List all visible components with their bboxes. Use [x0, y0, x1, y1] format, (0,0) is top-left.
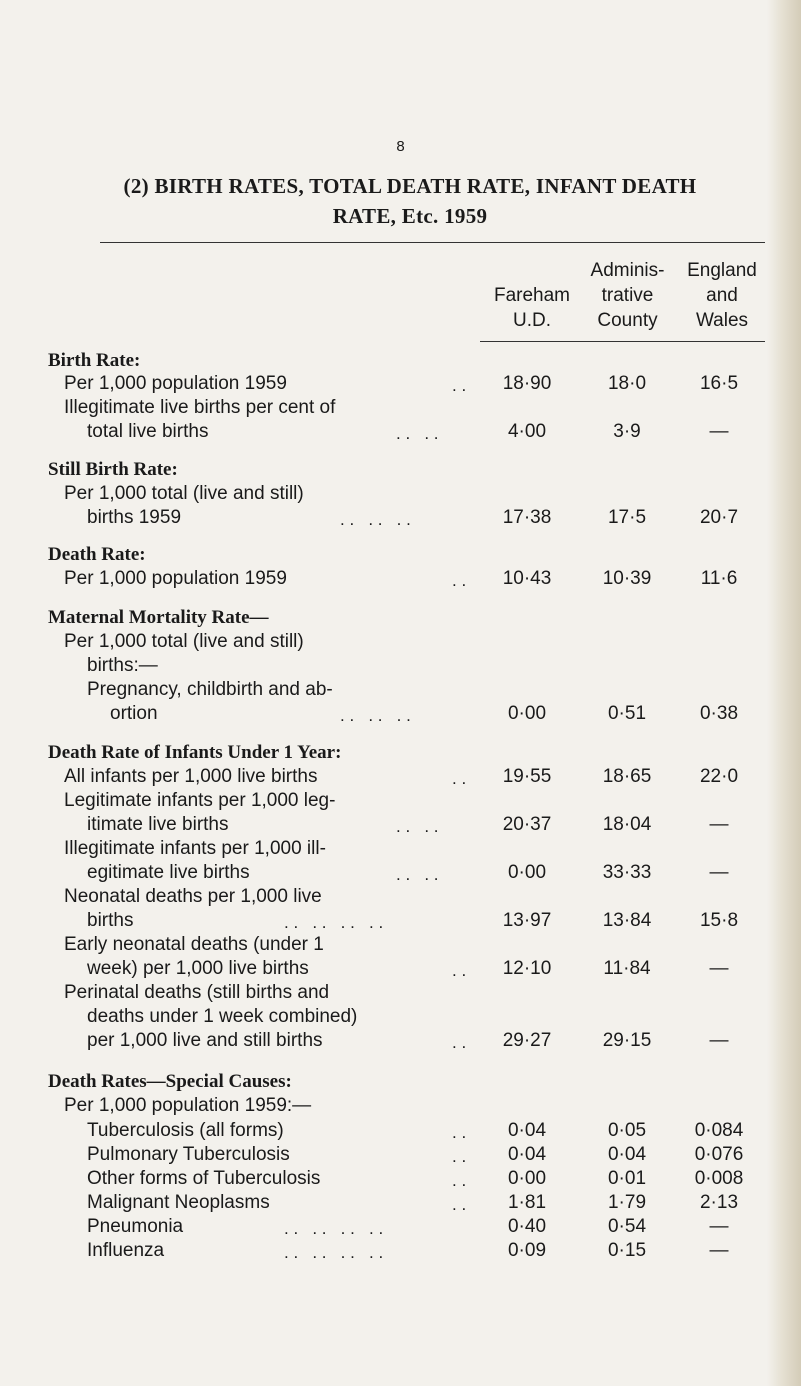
value-fareham: 0·00 [507, 703, 547, 724]
value-fareham: 4·00 [507, 421, 547, 442]
value-fareham: 0·00 [507, 862, 547, 883]
row-label: Pulmonary Tuberculosis [87, 1144, 290, 1165]
value-fareham: 19·55 [502, 766, 552, 787]
value-admin-county: 18·65 [602, 766, 652, 787]
value-fareham: 0·04 [507, 1144, 547, 1165]
value-fareham: 1·81 [507, 1192, 547, 1213]
value-admin-county: 0·05 [607, 1120, 647, 1141]
value-fareham: 0·00 [507, 1168, 547, 1189]
row-label: per 1,000 live and still births [87, 1030, 323, 1051]
leader-dots: . . . . [396, 817, 439, 836]
table-title-line-2: RATE, Etc. 1959 [332, 204, 488, 228]
value-admin-county: 3·9 [613, 421, 641, 442]
value-england-wales: 2·13 [699, 1192, 739, 1213]
value-admin-county: 13·84 [602, 910, 652, 931]
leader-dots: . . [452, 769, 467, 788]
value-england-wales: 0·076 [694, 1144, 744, 1165]
value-england-wales: — [709, 421, 729, 442]
leader-dots: . . [452, 376, 467, 395]
col-header-england-wales: England and Wales [687, 260, 757, 331]
value-fareham: 18·90 [502, 373, 552, 394]
section-heading-maternal-mortality: Maternal Mortality Rate— [48, 607, 269, 628]
value-admin-county: 0·15 [607, 1240, 647, 1261]
value-admin-county: 29·15 [602, 1030, 652, 1051]
row-label: Legitimate infants per 1,000 leg- [64, 790, 336, 811]
value-england-wales: 20·7 [699, 507, 739, 528]
row-label: Early neonatal deaths (under 1 [64, 934, 324, 955]
row-label: Pregnancy, childbirth and ab- [87, 679, 333, 700]
value-england-wales: 11·6 [700, 568, 738, 589]
value-england-wales: — [709, 1216, 729, 1237]
value-fareham: 10·43 [502, 568, 552, 589]
leader-dots: . . [452, 1147, 467, 1166]
col-header-admin-county: Adminis- trative County [590, 260, 665, 331]
value-admin-county: 10·39 [602, 568, 652, 589]
value-england-wales: — [709, 814, 729, 835]
row-label: Illegitimate infants per 1,000 ill- [64, 838, 326, 859]
value-england-wales: 15·8 [699, 910, 739, 931]
value-fareham: 0·40 [507, 1216, 547, 1237]
row-label: All infants per 1,000 live births [64, 766, 318, 787]
subheading: Per 1,000 population 1959:— [64, 1095, 312, 1116]
row-label: Influenza [87, 1240, 165, 1261]
value-england-wales: — [709, 1030, 729, 1051]
value-fareham: 0·09 [507, 1240, 547, 1261]
top-rule [100, 242, 765, 243]
value-admin-county: 0·04 [607, 1144, 647, 1165]
section-heading-still-birth-rate: Still Birth Rate: [48, 459, 178, 480]
leader-dots: . . . . [396, 424, 439, 443]
value-fareham: 20·37 [502, 814, 552, 835]
col-header-fareham: Fareham U.D. [493, 285, 571, 331]
row-label: week) per 1,000 live births [87, 958, 309, 979]
row-label: Illegitimate live births per cent of [64, 397, 336, 418]
value-england-wales: — [709, 958, 729, 979]
value-fareham: 29·27 [502, 1030, 552, 1051]
table-title-line-1: (2) BIRTH RATES, TOTAL DEATH RATE, INFANT DEATH [123, 174, 697, 198]
leader-dots: . . [452, 1195, 467, 1214]
value-admin-county: 0·54 [607, 1216, 647, 1237]
leader-dots: . . . . [396, 865, 439, 884]
value-admin-county: 18·0 [607, 373, 647, 394]
header-rule [480, 341, 765, 342]
value-fareham: 12·10 [502, 958, 552, 979]
subheading: Per 1,000 total (live and still) [64, 631, 304, 652]
row-label: ortion [110, 703, 158, 724]
row-label: Tuberculosis (all forms) [87, 1120, 284, 1141]
section-heading-special-causes: Death Rates—Special Causes: [48, 1071, 292, 1092]
value-england-wales: 0·084 [694, 1120, 744, 1141]
value-england-wales: 0·008 [694, 1168, 744, 1189]
row-label: Malignant Neoplasms [87, 1192, 270, 1213]
value-fareham: 0·04 [507, 1120, 547, 1141]
section-heading-infant-death-rate: Death Rate of Infants Under 1 Year: [48, 742, 342, 763]
value-admin-county: 11·84 [603, 958, 651, 979]
row-label: Pneumonia [87, 1216, 184, 1237]
value-admin-county: 1·79 [607, 1192, 647, 1213]
row-label: births [87, 910, 134, 931]
value-england-wales: 22·0 [699, 766, 739, 787]
value-england-wales: 16·5 [699, 373, 739, 394]
leader-dots: . . [452, 961, 467, 980]
leader-dots: . . . . . . . . [284, 1243, 384, 1262]
value-england-wales: — [709, 862, 729, 883]
row-label: deaths under 1 week combined) [87, 1006, 358, 1027]
row-label: Neonatal deaths per 1,000 live [64, 886, 322, 907]
leader-dots: . . . . . . [340, 510, 411, 529]
page-number: 8 [396, 138, 405, 155]
row-label: total live births [87, 421, 209, 442]
value-admin-county: 0·01 [607, 1168, 647, 1189]
value-admin-county: 17·5 [607, 507, 647, 528]
value-england-wales: 0·38 [699, 703, 739, 724]
value-admin-county: 0·51 [607, 703, 647, 724]
subheading: births:— [87, 655, 158, 676]
leader-dots: . . . . . . . . [284, 1219, 384, 1238]
row-label: births 1959 [87, 507, 182, 528]
section-heading-birth-rate: Birth Rate: [48, 350, 141, 371]
value-admin-county: 33·33 [602, 862, 652, 883]
row-label: Other forms of Tuberculosis [87, 1168, 321, 1189]
leader-dots: . . . . . . . . [284, 913, 384, 932]
row-label: Per 1,000 total (live and still) [64, 483, 304, 504]
row-label: Perinatal deaths (still births and [64, 982, 330, 1003]
leader-dots: . . . . . . [340, 706, 411, 725]
value-fareham: 17·38 [502, 507, 552, 528]
row-label: Per 1,000 population 1959 [64, 373, 287, 394]
leader-dots: . . [452, 1171, 467, 1190]
value-fareham: 13·97 [502, 910, 552, 931]
section-heading-death-rate: Death Rate: [48, 544, 146, 565]
leader-dots: . . [452, 1033, 467, 1052]
leader-dots: . . [452, 571, 467, 590]
row-label: itimate live births [87, 814, 229, 835]
value-england-wales: — [709, 1240, 729, 1261]
value-admin-county: 18·04 [602, 814, 652, 835]
leader-dots: . . [452, 1123, 467, 1142]
row-label: Per 1,000 population 1959 [64, 568, 287, 589]
row-label: egitimate live births [87, 862, 250, 883]
